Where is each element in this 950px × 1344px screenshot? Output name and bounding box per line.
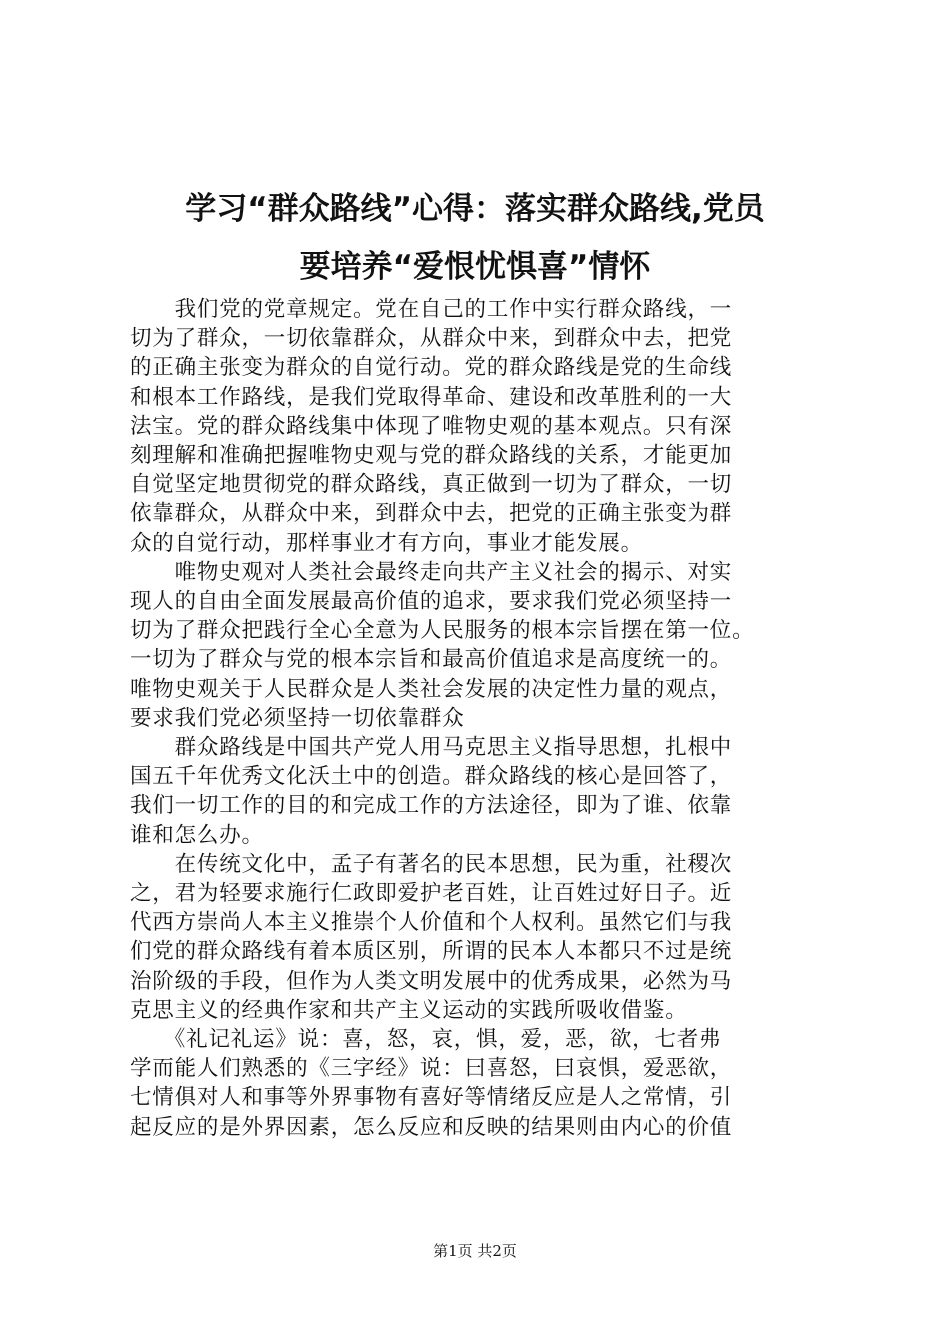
text-line: 群众路线是中国共产党人用马克思主义指导思想，扎根中 [130,735,733,761]
text-line: 切为了群众，一切依靠群众，从群众中来，到群众中去，把党 [130,326,733,352]
text-line: 自觉坚定地贯彻党的群众路线，真正做到一切为了群众，一切 [130,472,733,498]
text-line: 现人的自由全面发展最高价值的追求，要求我们党必须坚持一 [130,589,733,615]
text-line: 切为了群众把践行全心全意为人民服务的根本宗旨摆在第一位。 [130,618,755,644]
text-line: 我们党的党章规定。党在自己的工作中实行群众路线，一 [130,297,733,322]
text-line: 之，君为轻要求施行仁政即爱护老百姓，让百姓过好日子。近 [130,881,733,907]
title-line: 要培养“爱恨忧惧喜”情怀 [299,249,651,285]
text-line: 学而能人们熟悉的《三字经》说：曰喜怒，曰哀惧，爱恶欲， [130,1056,733,1082]
text-line: 《礼记礼运》说：喜，怒，哀，惧，爱，恶，欲，七者弗 [130,1027,722,1053]
document-body [130,295,830,1142]
paragraph [130,295,830,558]
text-line: 依靠群众，从群众中来，到群众中去，把党的正确主张变为群 [130,501,733,527]
text-line: 克思主义的经典作家和共产主义运动的实践所吸收借鉴。 [130,997,688,1023]
paragraph [130,850,830,1025]
text-line: 代西方崇尚人本主义推崇个人价值和个人权利。虽然它们与我 [130,910,733,936]
text-line: 唯物史观关于人民群众是人类社会发展的决定性力量的观点， [130,676,733,702]
text-line: 七情俱对人和事等外界事物有喜好等情绪反应是人之常情，引 [130,1085,733,1111]
title-line: 学习“群众路线”心得：落实群众路线,党员 [185,191,765,227]
paragraph [130,733,830,850]
text-line: 国五千年优秀文化沃土中的创造。群众路线的核心是回答了， [130,764,733,790]
text-line: 唯物史观对人类社会最终走向共产主义社会的揭示、对实 [130,559,733,585]
text-line: 在传统文化中，孟子有著名的民本思想，民为重，社稷次 [130,851,733,877]
text-line: 们党的群众路线有着本质区别，所谓的民本人本都只不过是统 [130,939,733,965]
text-line: 起反应的是外界因素，怎么反应和反映的结果则由内心的价值 [130,1114,733,1140]
paragraph [130,1025,830,1142]
text-line: 一切为了群众与党的根本宗旨和最高价值追求是高度统一的。 [130,647,733,673]
text-line: 刻理解和准确把握唯物史观与党的群众路线的关系，才能更加 [130,443,733,469]
text-line: 治阶级的手段，但作为人类文明发展中的优秀成果，必然为马 [130,968,733,994]
document-title [120,180,830,296]
paragraph [130,558,830,733]
text-line: 我们一切工作的目的和完成工作的方法途径，即为了谁、依靠 [130,793,733,819]
text-line: 谁和怎么办。 [130,822,264,848]
text-line: 法宝。党的群众路线集中体现了唯物史观的基本观点。只有深 [130,413,733,439]
page-footer: 第1页 共2页 [433,1242,517,1260]
text-line: 要求我们党必须坚持一切依靠群众 [130,705,465,731]
text-line: 的正确主张变为群众的自觉行动。党的群众路线是党的生命线 [130,355,733,381]
text-line: 众的自觉行动，那样事业才有方向，事业才能发展。 [130,530,643,556]
text-line: 和根本工作路线，是我们党取得革命、建设和改革胜利的一大 [130,384,733,410]
